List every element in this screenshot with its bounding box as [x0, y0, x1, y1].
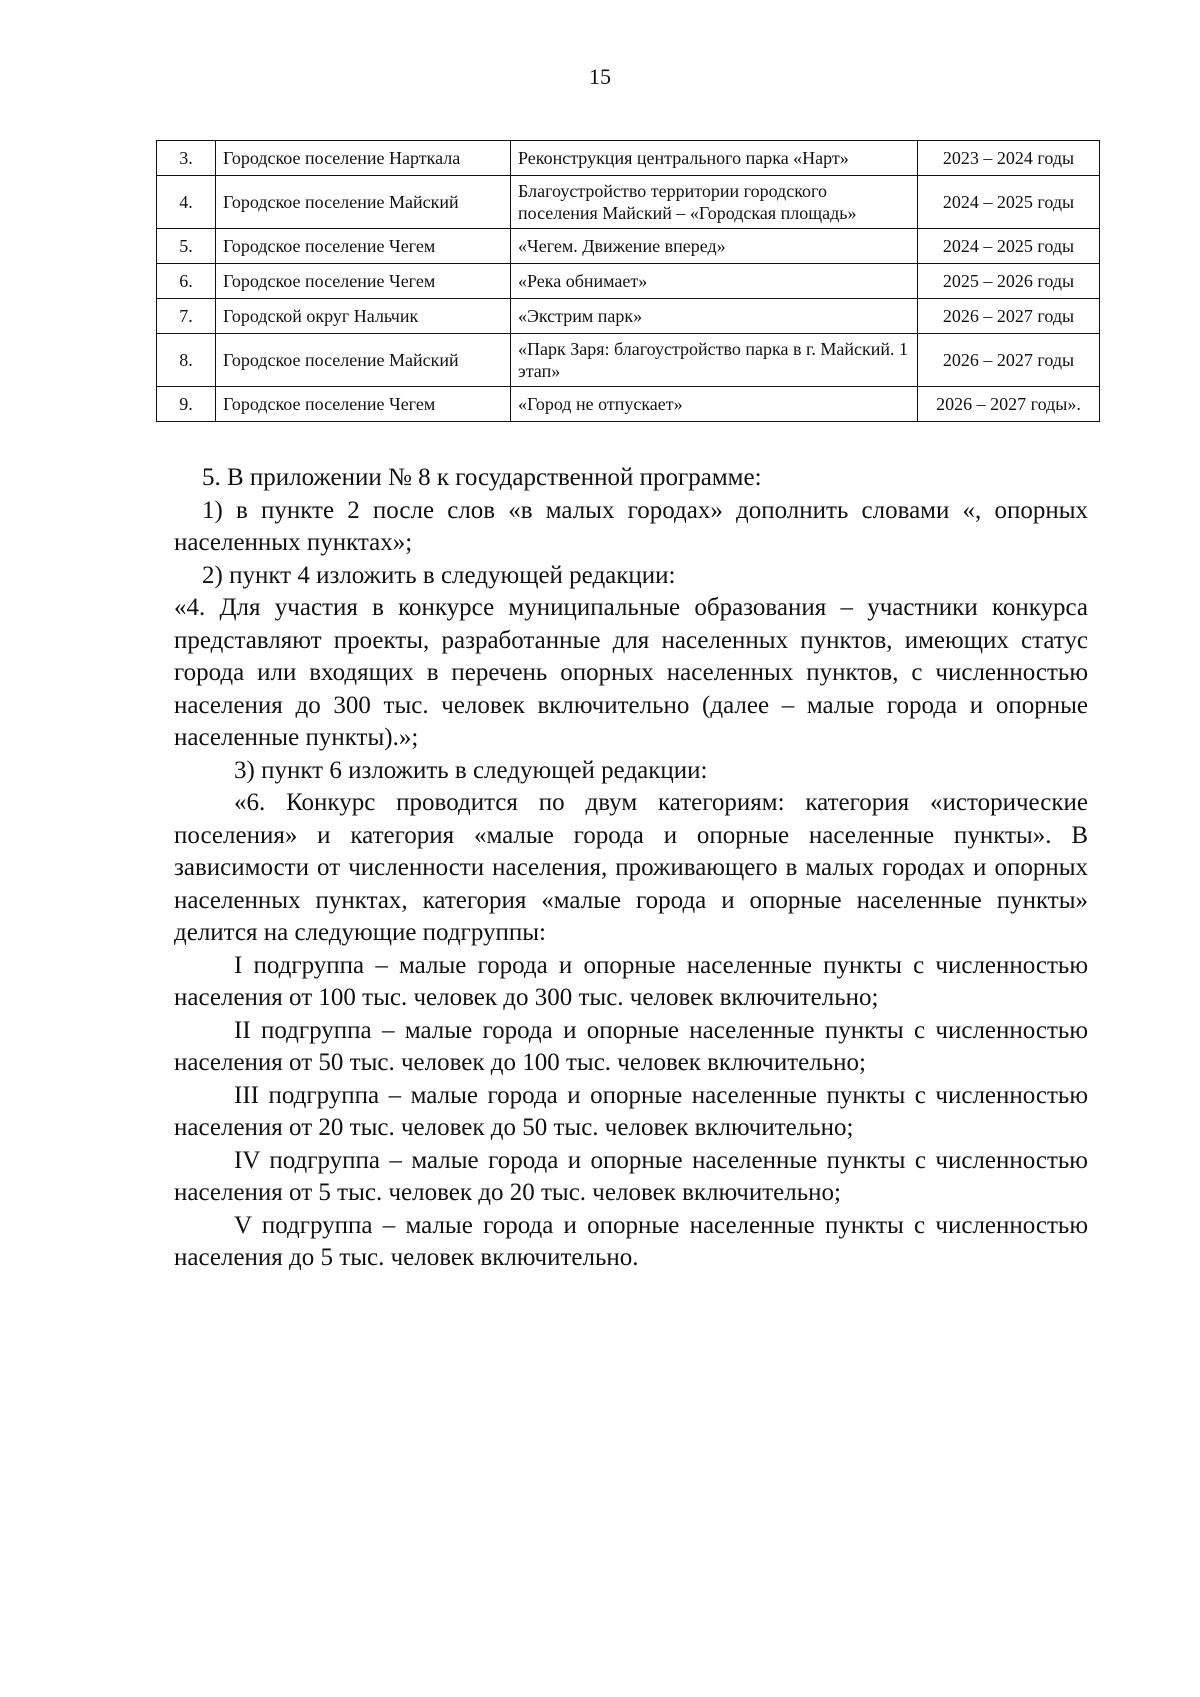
- years-cell: 2024 – 2025 годы: [918, 229, 1100, 264]
- row-number: 3.: [157, 141, 216, 176]
- subgroup-2: II подгруппа – малые города и опорные населенные пункты с численностью населения от 50 тыс. человек до 100 тыс. человек включительно;: [174, 1016, 1088, 1076]
- municipality-cell: Городское поселение Майский: [216, 334, 511, 387]
- municipality-cell: Городское поселение Чегем: [216, 387, 511, 422]
- paragraph-item-5: 5. В приложении № 8 к государственной программе:: [202, 464, 762, 491]
- municipality-cell: Городское поселение Чегем: [216, 229, 511, 264]
- municipality-cell: Городское поселение Чегем: [216, 264, 511, 299]
- subgroup-4: IV подгруппа – малые города и опорные населенные пункты с численностью населения от 5 тыс. человек до 20 тыс. человек включительно;: [174, 1146, 1088, 1206]
- years-cell: 2026 – 2027 годы: [918, 334, 1100, 387]
- table-row: [157, 334, 1100, 387]
- paragraph-subitem-3: 3) пункт 6 изложить в следующей редакции:: [234, 756, 708, 784]
- document-body: [174, 462, 1088, 1275]
- project-cell: «Чегем. Движение вперед»: [511, 229, 918, 264]
- paragraph-subitem-2: 2) пункт 4 изложить в следующей редакции:: [202, 561, 676, 589]
- row-number: 8.: [157, 334, 216, 387]
- table-row: [157, 141, 1100, 176]
- years-cell: 2026 – 2027 годы: [918, 299, 1100, 334]
- subgroup-1: I подгруппа – малые города и опорные населенные пункты с численностью населения от 100 тыс. человек до 300 тыс. человек включительно;: [174, 951, 1088, 1011]
- project-cell: Реконструкция центрального парка «Нарт»: [511, 141, 918, 176]
- table-row: [157, 229, 1100, 264]
- row-number: 9.: [157, 387, 216, 422]
- page-number: 15: [589, 64, 611, 89]
- row-number: 7.: [157, 299, 216, 334]
- table-row: [157, 264, 1100, 299]
- paragraph-point-4-text: «4. Для участия в конкурсе муниципальные образования – участники конкурса представляют проекты, разработанные для населенных пунктов, имеющих статус города или входящих в перечень опорных населенных пунктов, с численностью населения до 300 тыс. человек включительно (далее – малые города и опорные населенные пункты).»;: [174, 594, 1088, 751]
- project-cell: «Экстрим парк»: [511, 299, 918, 334]
- subgroup-5: V подгруппа – малые города и опорные населенные пункты с численностью населения до 5 тыс. человек включительно.: [174, 1211, 1088, 1271]
- project-cell: «Парк Заря: благоустройство парка в г. Майский. 1 этап»: [511, 334, 918, 387]
- projects-table: [156, 140, 1100, 422]
- project-cell: Благоустройство территории городского поселения Майский – «Городская площадь»: [511, 176, 918, 229]
- paragraph-point-6-text: «6. Конкурс проводится по двум категориям: категория «исторические поселения» и категория «малые города и опорные населенные пункты». В зависимости от численности населения, проживающего в малых городах и опорных населенных пунктах, категория «малые города и опорные населенные пункты» делится на следующие подгруппы:: [174, 789, 1088, 946]
- table-row: [157, 387, 1100, 422]
- project-cell: «Город не отпускает»: [511, 387, 918, 422]
- municipality-cell: Городское поселение Нарткала: [216, 141, 511, 176]
- table-row: [157, 299, 1100, 334]
- subgroup-3: III подгруппа – малые города и опорные населенные пункты с численностью населения от 20 тыс. человек до 50 тыс. человек включительно;: [174, 1081, 1088, 1141]
- years-cell: 2025 – 2026 годы: [918, 264, 1100, 299]
- years-cell: 2024 – 2025 годы: [918, 176, 1100, 229]
- municipality-cell: Городское поселение Майский: [216, 176, 511, 229]
- paragraph-subitem-1: 1) в пункте 2 после слов «в малых городах» дополнить словами «, опорных населенных пунктах»;: [174, 496, 1088, 556]
- row-number: 4.: [157, 176, 216, 229]
- years-cell: 2023 – 2024 годы: [918, 141, 1100, 176]
- table-row: [157, 176, 1100, 229]
- row-number: 6.: [157, 264, 216, 299]
- project-cell: «Река обнимает»: [511, 264, 918, 299]
- municipality-cell: Городской округ Нальчик: [216, 299, 511, 334]
- row-number: 5.: [157, 229, 216, 264]
- years-cell: 2026 – 2027 годы».: [918, 387, 1100, 422]
